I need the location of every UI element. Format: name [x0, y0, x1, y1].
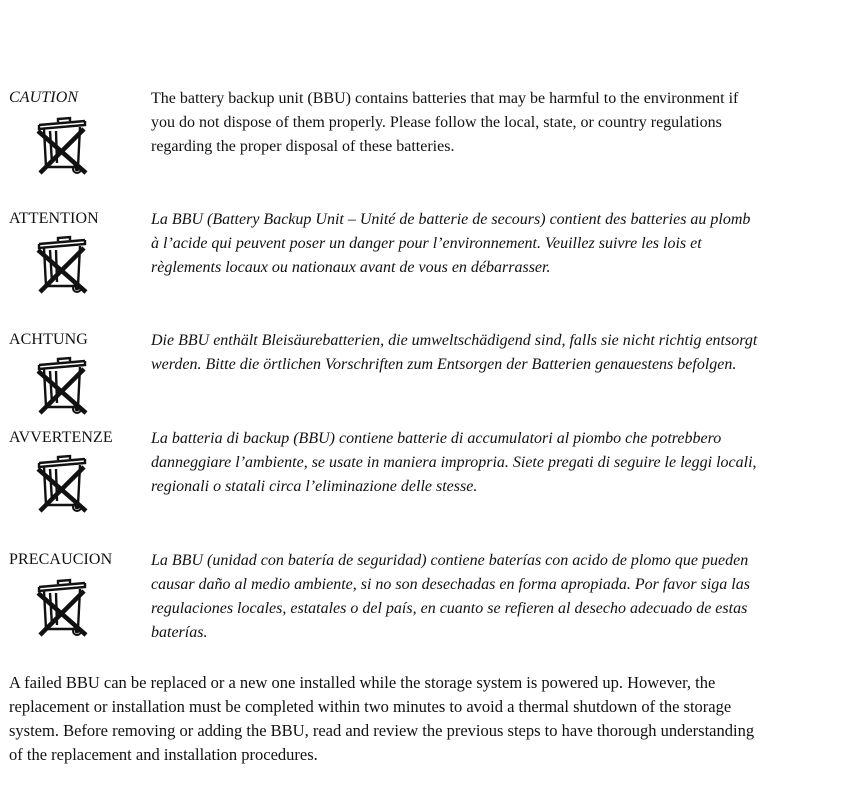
warning-text-line: regarding the proper disposal of these batteries.	[151, 138, 455, 155]
warning-label: PRECAUCION	[9, 551, 113, 568]
paragraph-line: replacement or installation must be completed within two minutes to avoid a thermal shutdown of the storage	[9, 697, 732, 716]
warning-text	[151, 87, 837, 159]
warning-text-line: La BBU (Battery Backup Unit – Unité de batterie de secours) contient des batteries au plomb	[151, 211, 751, 228]
warning-text-line: La batteria di backup (BBU) contiene batterie di accumulatori al piombo che potrebbero	[151, 430, 722, 447]
warning-text-line: danneggiare l’ambiente, se usate in maniera impropria. Siete pregati di seguire le leggi locali,	[151, 454, 757, 471]
paragraph-line: system. Before removing or adding the BBU, read and review the previous steps to have thorough understanding	[9, 721, 755, 740]
warning-text-line: baterías.	[151, 624, 208, 641]
warning-label: CAUTION	[9, 89, 79, 106]
paragraph-line: A failed BBU can be replaced or a new one installed while the storage system is powered up. However, the	[9, 673, 716, 692]
warning-text-line: you do not dispose of them properly. Please follow the local, state, or country regulations	[151, 114, 722, 131]
warning-text-line: La BBU (unidad con batería de seguridad) contiene baterías con acido de plomo que pueden	[151, 552, 749, 569]
warning-text-line: werden. Bitte die örtlichen Vorschriften zum Entsorgen der Batterien genauestens befolgen.	[151, 356, 737, 373]
warning-block-avvertenze	[0, 427, 864, 527]
wheelie-bin-crossed-out-icon	[36, 451, 88, 515]
warning-label: AVVERTENZE	[9, 429, 113, 446]
warning-text	[151, 329, 837, 377]
wheelie-bin-crossed-out-icon	[36, 575, 88, 639]
wheelie-bin-crossed-out-icon	[36, 232, 88, 296]
warning-text-line: The battery backup unit (BBU) contains batteries that may be harmful to the environment if	[151, 90, 739, 107]
wheelie-bin-crossed-out-icon	[36, 113, 88, 177]
warning-text-line: règlements locaux ou nationaux avant de vous en débarrasser.	[151, 259, 551, 276]
warning-block-precaucion	[0, 549, 864, 659]
warning-text-line: Die BBU enthält Bleisäurebatterien, die umweltschädigend sind, falls sie nicht richtig entsorgt	[151, 332, 758, 349]
warning-block-caution	[0, 87, 864, 187]
wheelie-bin-crossed-out-icon	[36, 353, 88, 417]
warning-text-line: regionali o statali circa l’eliminazione delle stesse.	[151, 478, 478, 495]
warning-text-line: regulaciones locales, estatales o del país, en cuanto se refieren al desecho adecuado de estas	[151, 600, 748, 617]
warning-block-attention	[0, 208, 864, 308]
warning-text	[151, 549, 837, 645]
warning-text	[151, 427, 837, 499]
warning-label: ATTENTION	[9, 210, 99, 227]
bbu-replacement-paragraph	[9, 671, 829, 767]
warning-label: ACHTUNG	[9, 331, 88, 348]
warning-block-achtung	[0, 329, 864, 419]
paragraph-line: of the replacement and installation procedures.	[9, 745, 318, 764]
warning-text-line: à l’acide qui peuvent poser un danger pour l’environnement. Veuillez suivre les lois et	[151, 235, 702, 252]
warning-text	[151, 208, 837, 280]
warning-text-line: causar daño al medio ambiente, si no son desechadas en forma apropiada. Por favor siga las	[151, 576, 750, 593]
